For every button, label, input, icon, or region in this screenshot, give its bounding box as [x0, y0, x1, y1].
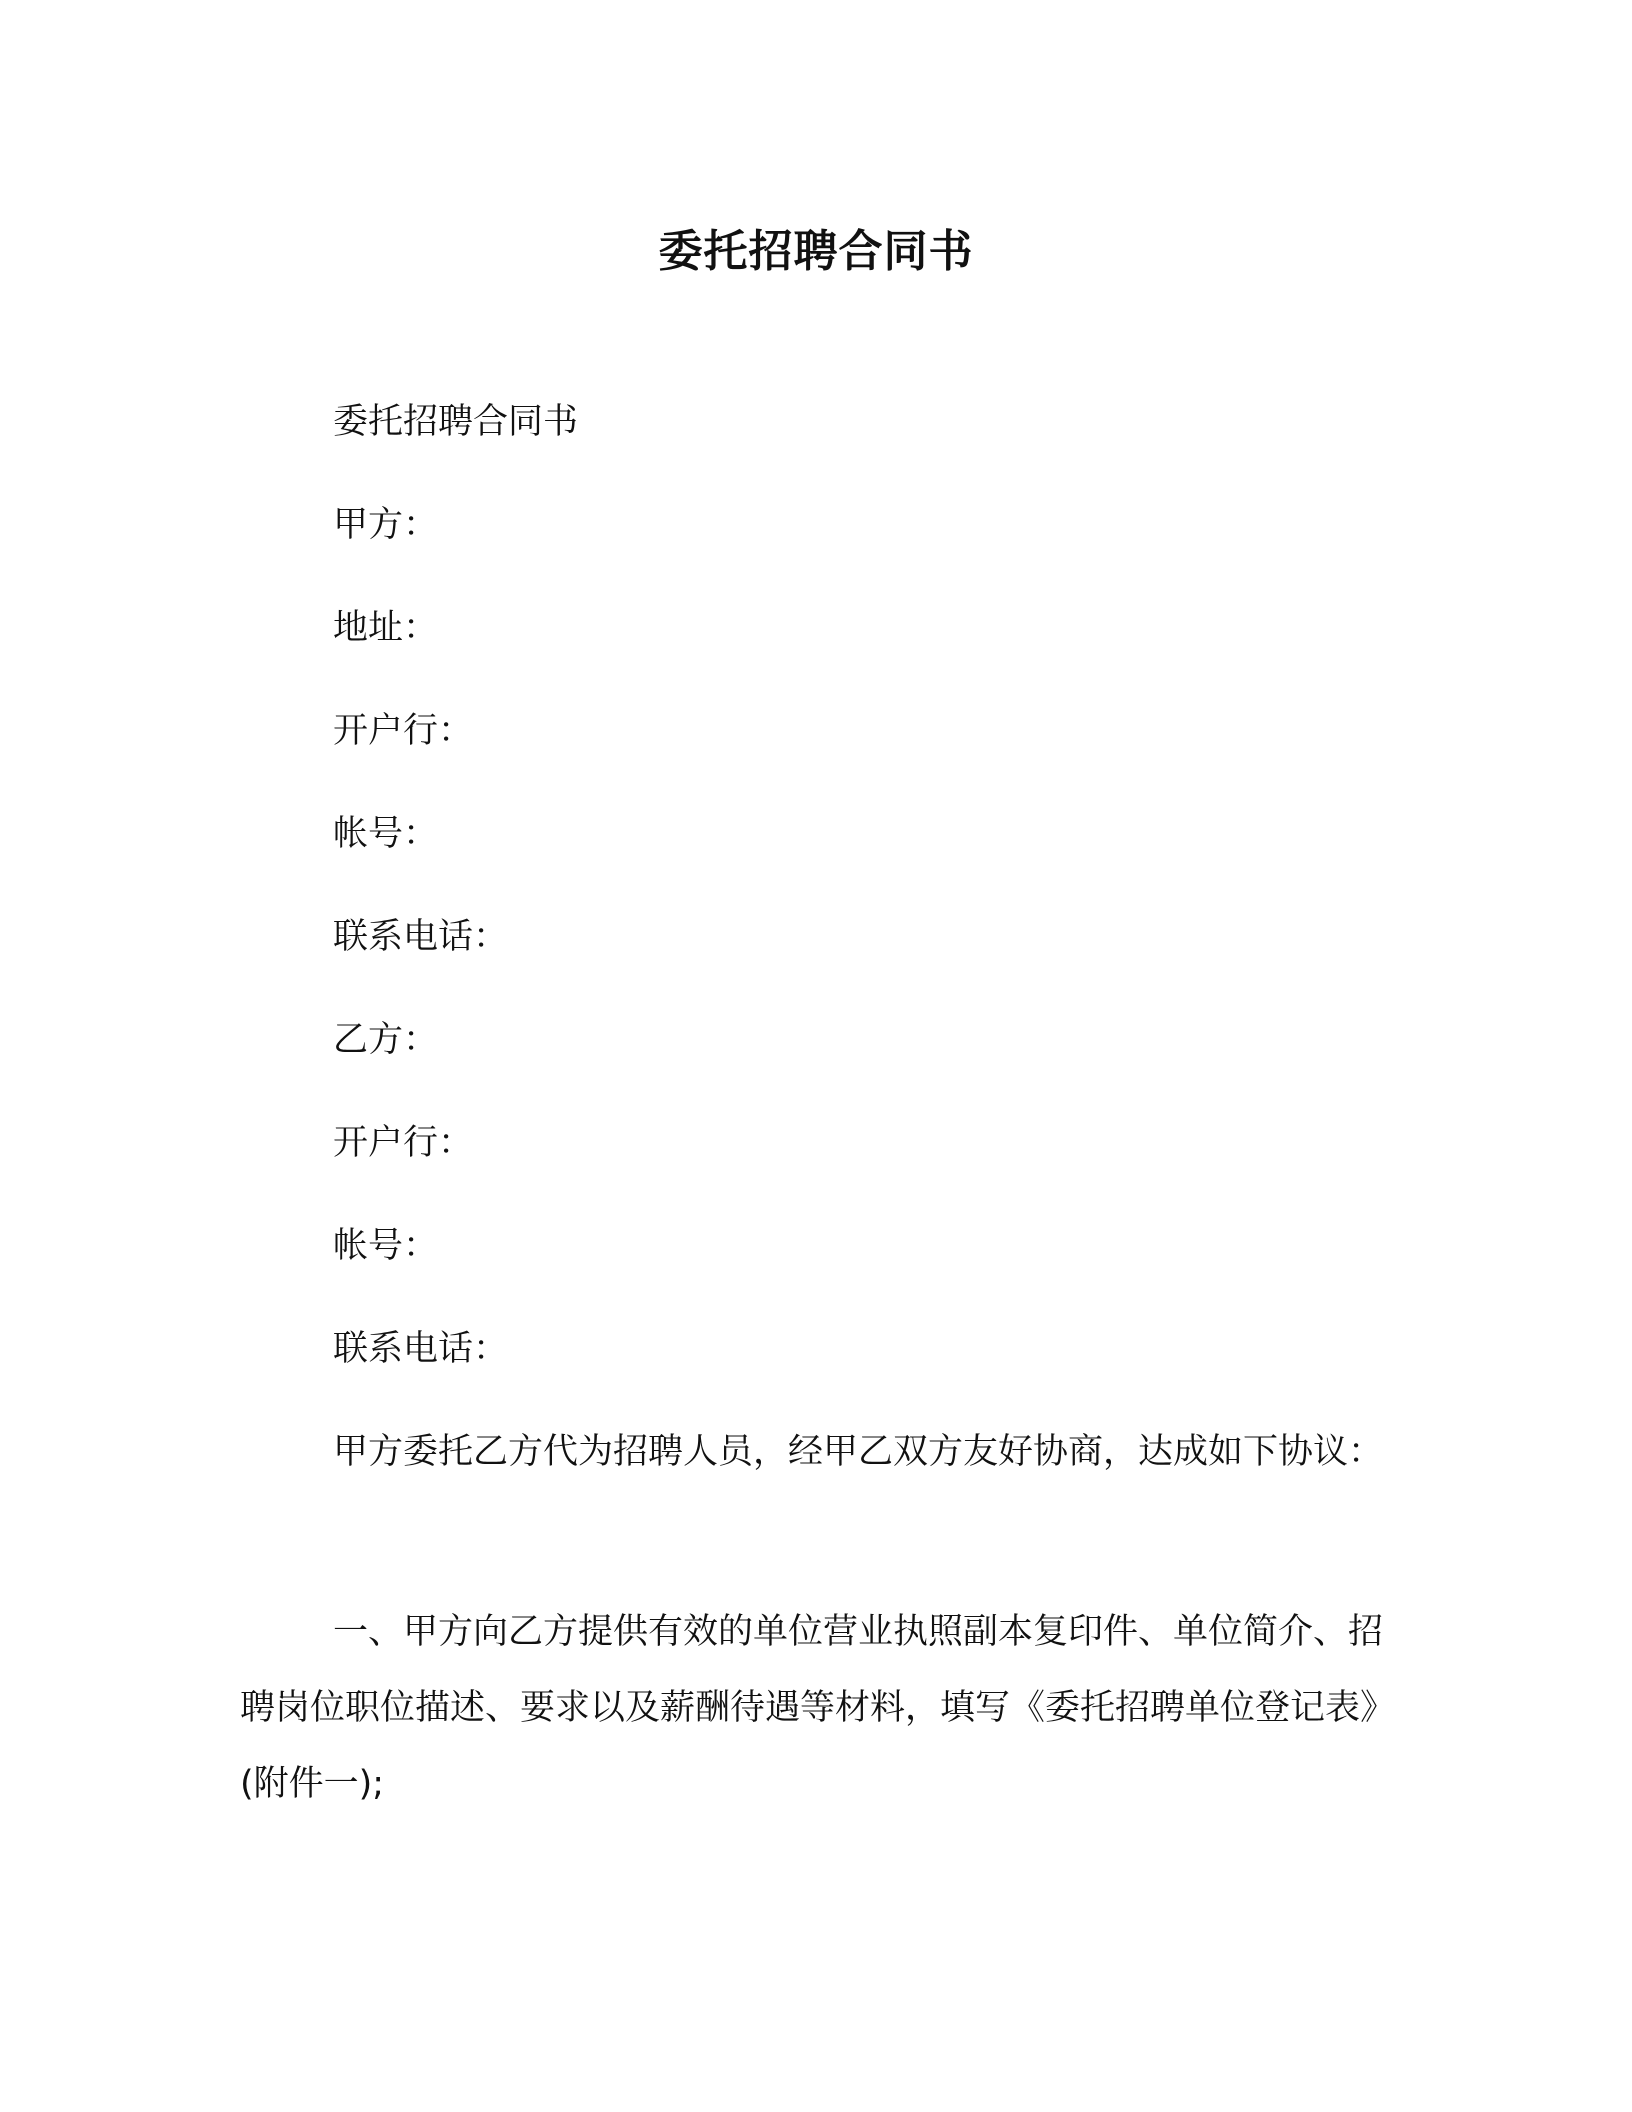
party-a-phone-label: 联系电话：	[333, 917, 509, 957]
subtitle: 委托招聘合同书	[333, 402, 579, 442]
party-a-account-label: 帐号：	[333, 814, 439, 854]
party-b-account-label: 帐号：	[333, 1226, 439, 1266]
intro-paragraph: 甲方委托乙方代为招聘人员，经甲乙双方友好协商，达成如下协议：	[333, 1432, 1384, 1472]
document-title: 委托招聘合同书	[658, 226, 974, 277]
party-b-phone-label: 联系电话：	[333, 1329, 509, 1369]
party-b-name-label: 乙方：	[333, 1020, 439, 1060]
clause-1-paragraph: 一、甲方向乙方提供有效的单位营业执照副本复印件、单位简介、招聘岗位职位描述、要求以及薪酬待遇等材料，填写《委托招聘单位登记表》(附件一);	[240, 1612, 1396, 1804]
party-a-name-label: 甲方：	[333, 505, 439, 545]
party-a-address-label: 地址：	[333, 608, 439, 648]
party-b-bank-label: 开户行：	[333, 1123, 474, 1163]
party-a-bank-label: 开户行：	[333, 711, 474, 751]
